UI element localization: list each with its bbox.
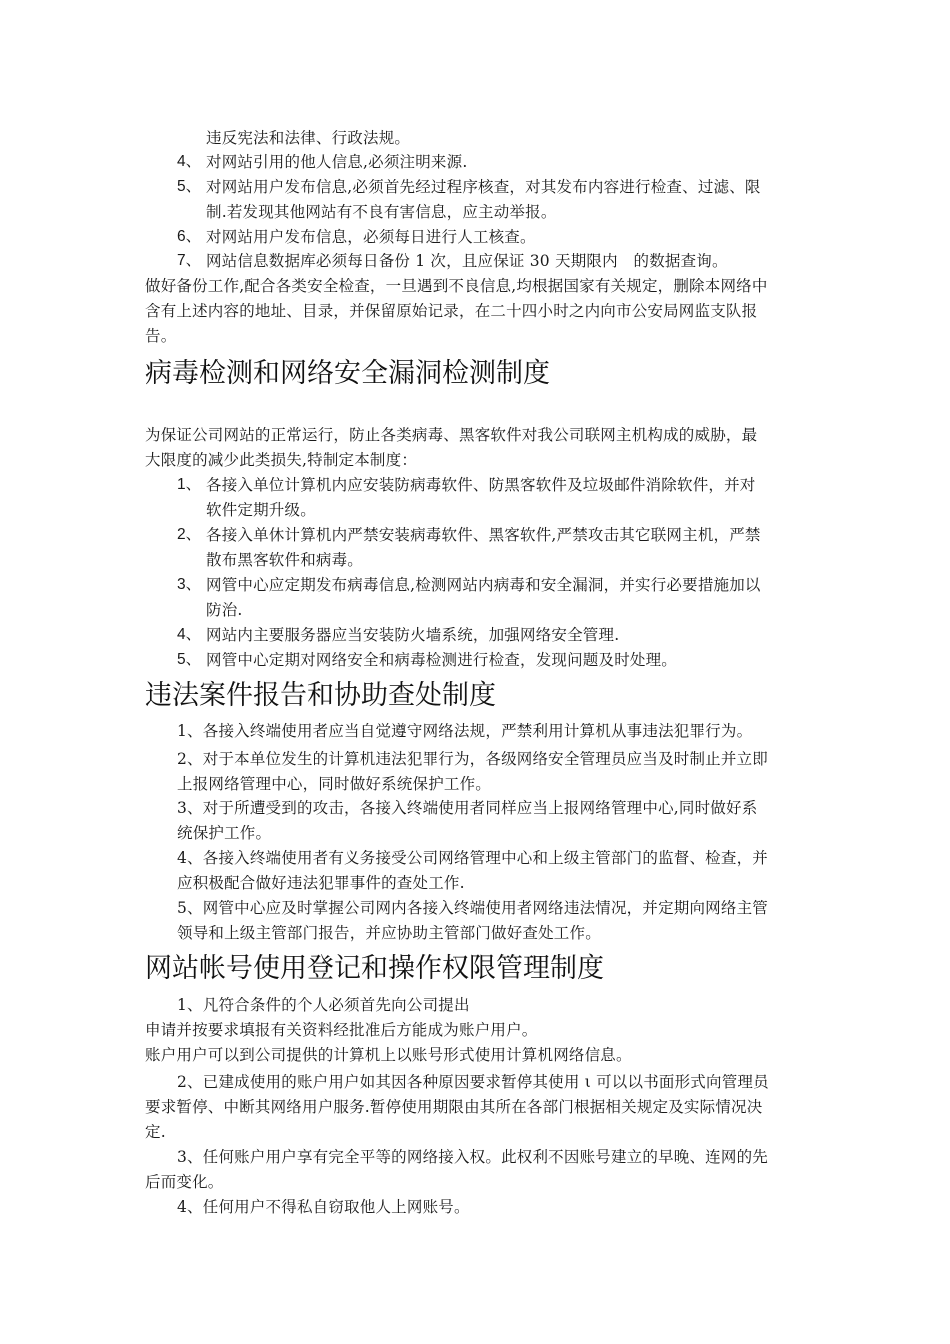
s3-line: 账户用户可以到公司提供的计算机上以账号形式使用计算机网络信息。 <box>145 1046 632 1064</box>
s1-item-2-text: 散布黑客软件和病毒。 <box>206 551 364 569</box>
intro-line: 大限度的减少此类损失,特制定本制度： <box>145 451 418 469</box>
paragraph-line: 告。 <box>145 327 177 345</box>
s2-item-text: 1、各接入终端使用者应当自觉遵守网络法规，严禁利用计算机从事违法犯罪行为。 <box>177 722 753 740</box>
s1-item-4-number: 4、 <box>177 626 202 643</box>
item-6-number: 6、 <box>177 228 202 245</box>
s3-line: 定. <box>145 1123 166 1141</box>
s1-item-2-text: 各接入单休计算机内严禁安装病毒软件、黑客软件,严禁攻击其它联网主机，严禁 <box>206 526 761 544</box>
s1-item-3-text: 网管中心应定期发布病毒信息,检测网站内病毒和安全漏洞，并实行必要措施加以 <box>206 576 761 594</box>
s1-item-2-number: 2、 <box>177 526 202 543</box>
s1-item-5-text: 网管中心定期对网络安全和病毒检测进行检查，发现问题及时处理。 <box>206 651 678 669</box>
item-4-text: 对网站引用的他人信息,必须注明来源. <box>206 153 468 171</box>
item-5-text: 对网站用户发布信息,必须首先经过程序核查，对其发布内容进行检查、过滤、限 <box>206 178 761 196</box>
item-7-text: 网站信息数据库必须每日备份 1 次，且应保证 30 天期限内 的数据查询。 <box>206 252 728 270</box>
section-title-account-management: 网站帐号使用登记和操作权限管理制度 <box>145 953 604 984</box>
section-title-illegal-case-report: 违法案件报告和协助查处制度 <box>145 680 496 711</box>
section-title-virus-detection: 病毒检测和网络安全漏洞检测制度 <box>145 358 550 389</box>
s2-item-text: 5、网管中心应及时掌握公司网内各接入终端使用者网络违法情况，并定期向网络主管 <box>177 899 768 917</box>
s1-item-4-text: 网站内主要服务器应当安装防火墙系统，加强网络安全管理. <box>206 626 620 644</box>
s3-line: 3、任何账户用户享有完全平等的网络接入权。此权利不因账号建立的早晚、连网的先 <box>177 1148 768 1166</box>
s1-item-3-number: 3、 <box>177 576 202 593</box>
s2-item-text: 统保护工作。 <box>177 824 272 842</box>
paragraph-line: 做好备份工作,配合各类安全检查，一旦遇到不良信息,均根据国家有关规定，删除本网络中 <box>145 277 768 295</box>
s1-item-1-number: 1、 <box>177 476 202 493</box>
item-5-number: 5、 <box>177 178 202 195</box>
s2-item-text: 3、对于所遭受到的攻击，各接入终端使用者同样应当上报网络管理中心,同时做好系 <box>177 799 758 817</box>
s1-item-1-text: 软件定期升级。 <box>206 501 316 519</box>
s1-item-3-text: 防治. <box>206 601 243 619</box>
s3-line: 申请并按要求填报有关资料经批准后方能成为账户用户。 <box>145 1021 538 1039</box>
s2-item-text: 领导和上级主管部门报告，并应协助主管部门做好查处工作。 <box>177 924 601 942</box>
intro-line: 为保证公司网站的正常运行，防止各类病毒、黑客软件对我公司联网主机构成的威胁，最 <box>145 426 758 444</box>
s2-item-text: 2、对于本单位发生的计算机违法犯罪行为，各级网络安全管理员应当及时制止并立即 <box>177 750 768 768</box>
paragraph-line: 含有上述内容的地址、目录，并保留原始记录，在二十四小时之内向市公安局网监支队报 <box>145 302 758 320</box>
item-6-text: 对网站用户发布信息，必须每日进行人工核查。 <box>206 228 536 246</box>
s1-item-5-number: 5、 <box>177 651 202 668</box>
s3-line: 后而变化。 <box>145 1173 224 1191</box>
item-7-number: 7、 <box>177 252 202 269</box>
item-3-continuation: 违反宪法和法律、行政法规。 <box>206 129 411 147</box>
s2-item-text: 上报网络管理中心，同时做好系统保护工作。 <box>177 775 492 793</box>
s2-item-text: 4、各接入终端使用者有义务接受公司网络管理中心和上级主管部门的监督、检查，并 <box>177 849 768 867</box>
item-4-number: 4、 <box>177 153 202 170</box>
s3-line: 4、任何用户不得私自窃取他人上网账号。 <box>177 1198 470 1216</box>
item-5-text: 制.若发现其他网站有不良有害信息，应主动举报。 <box>206 203 557 221</box>
s3-line: 2、已建成使用的账户用户如其因各种原因要求暂停其使用 ι 可以以书面形式向管理员 <box>177 1073 769 1091</box>
s2-item-text: 应积极配合做好违法犯罪事件的查处工作. <box>177 874 465 892</box>
s3-line: 要求暂停、中断其网络用户服务.暂停使用期限由其所在各部门根据相关规定及实际情况决 <box>145 1098 763 1116</box>
s1-item-1-text: 各接入单位计算机内应安装防病毒软件、防黑客软件及垃圾邮件消除软件，并对 <box>206 476 756 494</box>
s3-line: 1、凡符合条件的个人必须首先向公司提出 <box>177 996 470 1014</box>
